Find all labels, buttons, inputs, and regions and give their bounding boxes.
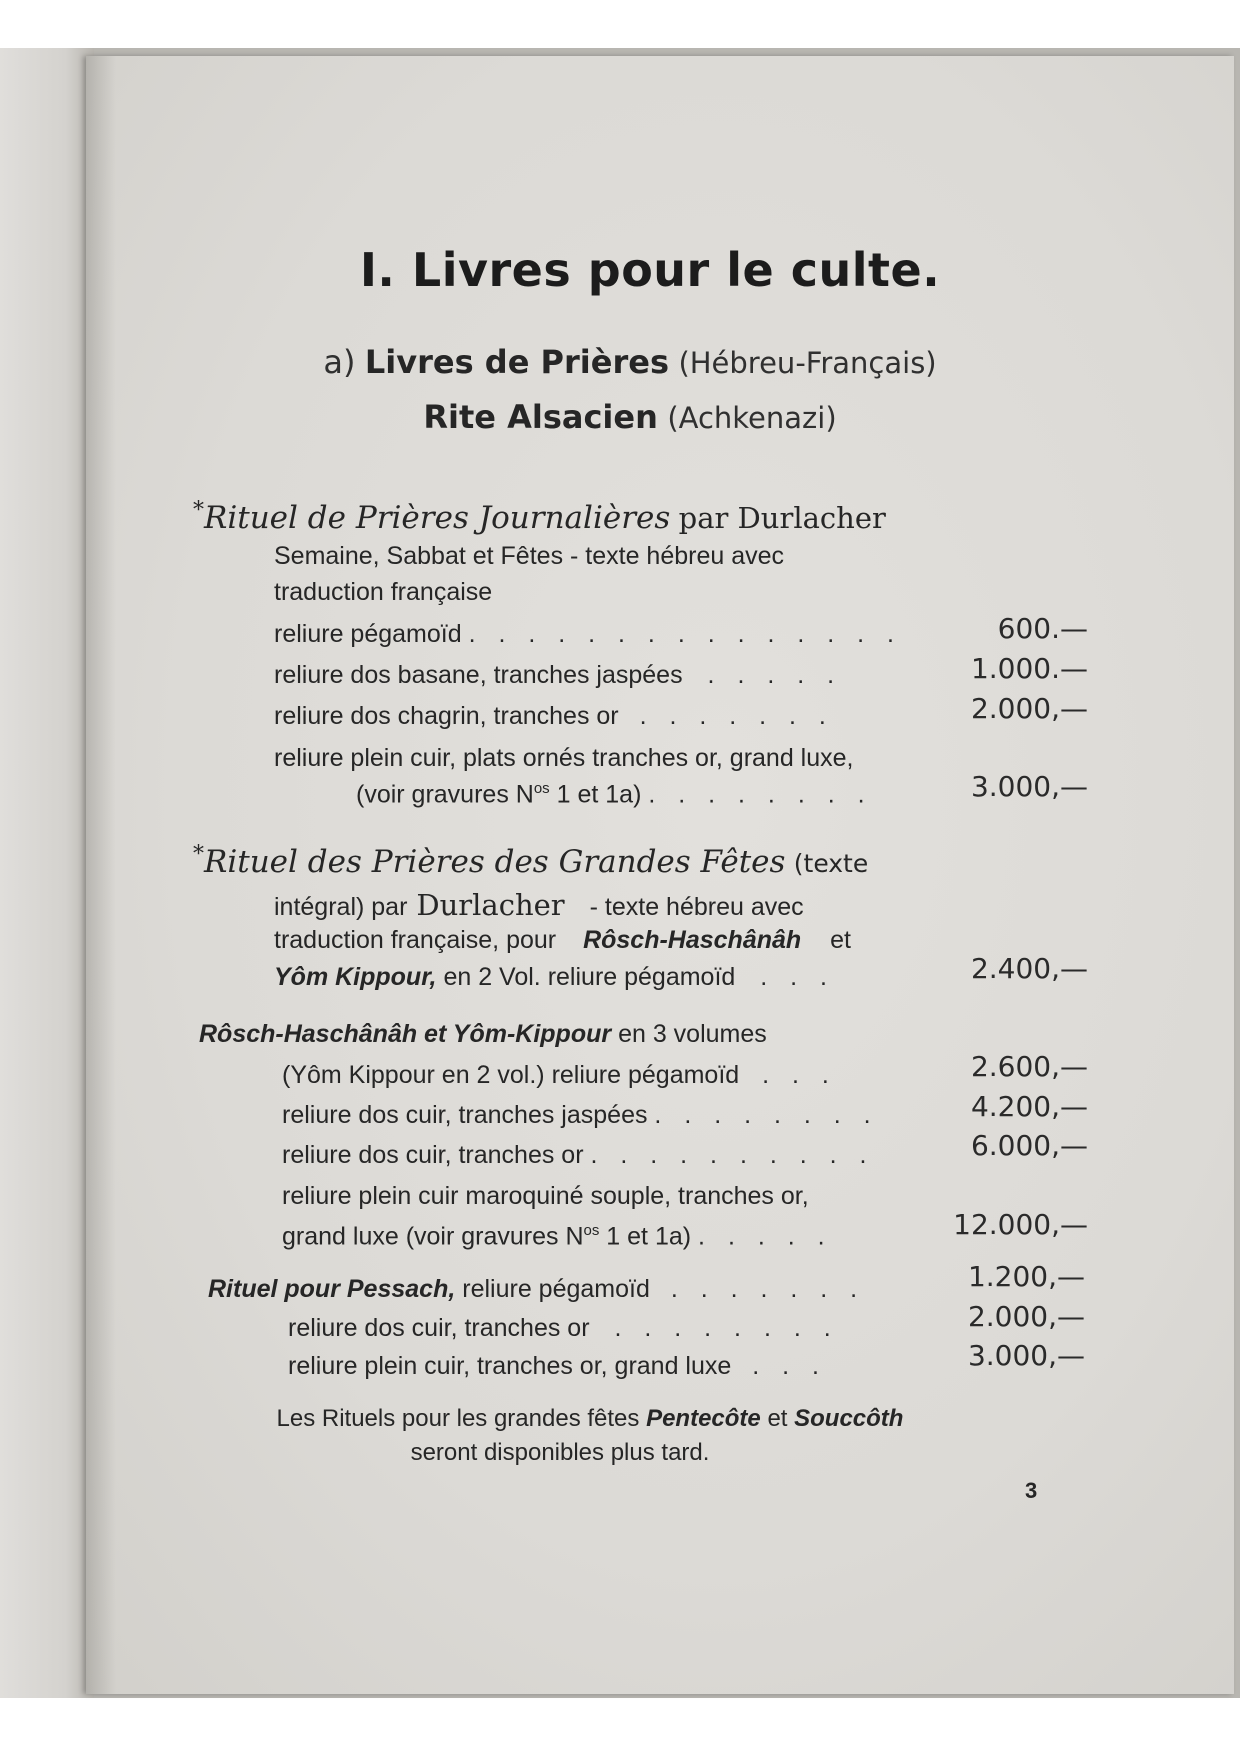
- entry3-title: Rôsch-Haschânâh et Yôm-Kippour: [199, 1020, 612, 1048]
- entry2-line4: [274, 963, 835, 992]
- leader-dots: . . . . . . . .: [648, 780, 873, 809]
- item-text: reliure pégamoïd: [274, 620, 462, 648]
- entry1-item5: [356, 780, 873, 809]
- rite-paren: (Achkenazi): [667, 401, 837, 435]
- asterisk-mark: *: [193, 842, 204, 867]
- rite-heading: [260, 398, 1000, 437]
- entry1-item2-price: 1.000.—: [970, 652, 1088, 685]
- item-text: (Yôm Kippour en 2 vol.) reliure pégamoïd: [282, 1061, 740, 1089]
- note-italic: Souccôth: [794, 1405, 904, 1432]
- entry3-heading: [199, 1020, 767, 1049]
- entry1-author: par Durlacher: [678, 501, 886, 535]
- leader-dots: . . . . . . . . . .: [590, 1141, 875, 1169]
- leader-dots: . . . . . . . .: [614, 1314, 839, 1342]
- item-text: reliure dos cuir, tranches or: [288, 1314, 590, 1342]
- asterisk-mark: *: [193, 498, 204, 523]
- text: intégral) par: [274, 893, 408, 921]
- entry4-title-price: 1.200,—: [967, 1260, 1085, 1293]
- note-text: Les Rituels pour les grandes fêtes: [276, 1405, 640, 1432]
- entry1-item2: [274, 661, 842, 690]
- section-title: I. Livres pour le culte.: [359, 243, 941, 297]
- item-text-after: 1 et 1a): [549, 780, 642, 809]
- entry4-item1: [288, 1314, 839, 1343]
- leader-dots: . . . . . . . . . . . . . . .: [468, 620, 903, 648]
- entry3-item5: [282, 1222, 833, 1251]
- entry2-price: 2.400,—: [970, 952, 1088, 985]
- rite-title: Rite Alsacien: [423, 398, 658, 436]
- entry4-title-after: reliure pégamoïd: [462, 1275, 650, 1303]
- item-text: reliure dos basane, tranches jaspées: [274, 661, 683, 689]
- note-line1: [190, 1405, 990, 1433]
- entry1-item5-price: 3.000,—: [970, 770, 1088, 803]
- item-text: reliure plein cuir, tranches or, grand luxe: [288, 1352, 732, 1380]
- entry1-item3: [274, 702, 834, 731]
- entry4-item1-price: 2.000,—: [967, 1300, 1085, 1333]
- leader-dots: . . .: [762, 1061, 837, 1089]
- leader-dots: . . . . . . . .: [654, 1101, 879, 1129]
- left-page-edge: [0, 48, 94, 1698]
- entry3-item2-price: 4.200,—: [970, 1090, 1088, 1123]
- entry1-item1-price: 600.—: [997, 612, 1088, 645]
- note-line2: seront disponibles plus tard.: [410, 1439, 710, 1466]
- text: et: [830, 926, 851, 954]
- leader-dots: . . . . . . .: [639, 702, 834, 730]
- leader-dots: . . .: [752, 1352, 827, 1380]
- subsection-letter: a): [323, 343, 356, 381]
- entry1-heading: [193, 498, 886, 536]
- entry4-item2-price: 3.000,—: [967, 1339, 1085, 1372]
- author: Durlacher: [416, 888, 565, 922]
- item-text: (voir gravures N: [356, 780, 534, 809]
- item-text: reliure dos cuir, tranches or: [282, 1141, 584, 1169]
- leader-dots: . . . . . . .: [670, 1275, 866, 1303]
- entry2-title: Rituel des Prières des Grandes Fêtes: [204, 844, 786, 880]
- entry1-title: Rituel de Prières Journalières: [204, 500, 671, 536]
- leader-dots: . . .: [760, 963, 835, 991]
- entry3-item3: [282, 1141, 874, 1170]
- leader-dots: . . . . .: [707, 661, 843, 689]
- entry2-line2: [274, 888, 804, 922]
- entry3-item2: [282, 1101, 879, 1130]
- page-number: 3: [1025, 1478, 1038, 1503]
- subsection-heading: [260, 343, 1000, 382]
- entry4-heading: [208, 1275, 865, 1304]
- item-text-after: 1 et 1a): [599, 1222, 692, 1251]
- entry2-heading: [193, 842, 868, 880]
- entry2-title-after: (texte: [793, 849, 869, 878]
- text: traduction française, pour: [274, 926, 557, 954]
- note-italic: Pentecôte: [646, 1405, 761, 1432]
- entry3-item5-price: 12.000,—: [953, 1208, 1088, 1241]
- entry3-item3-price: 6.000,—: [970, 1129, 1088, 1162]
- item-text: reliure dos cuir, tranches jaspées: [282, 1101, 648, 1129]
- italic-text: Rôsch-Haschânâh: [583, 926, 802, 954]
- entry1-item1: [274, 620, 902, 649]
- italic-text: Yôm Kippour,: [274, 963, 437, 991]
- text: en 2 Vol. reliure pégamoïd: [443, 963, 736, 991]
- entry1-desc1: Semaine, Sabbat et Fêtes - texte hébreu avec: [274, 542, 785, 570]
- entry2-line3: [274, 926, 851, 955]
- entry3-item1: [282, 1061, 837, 1090]
- entry3-title-after: en 3 volumes: [618, 1020, 767, 1048]
- entry1-desc2: traduction française: [274, 578, 493, 606]
- entry4-item2: [288, 1352, 827, 1381]
- entry1-item3-price: 2.000,—: [970, 692, 1088, 725]
- superscript: os: [583, 1222, 600, 1239]
- entry1-item4: reliure plein cuir, plats ornés tranches or, grand luxe,: [274, 744, 854, 772]
- text: - texte hébreu avec: [589, 893, 804, 921]
- subsection-paren: (Hébreu-Français): [678, 346, 937, 380]
- item-text: reliure dos chagrin, tranches or: [274, 702, 619, 730]
- note-text: et: [767, 1405, 788, 1432]
- entry4-title: Rituel pour Pessach,: [208, 1275, 456, 1303]
- subsection-title: Livres de Prières: [364, 343, 669, 381]
- leader-dots: . . . . .: [698, 1222, 833, 1251]
- entry3-item4: reliure plein cuir maroquiné souple, tranches or,: [282, 1182, 809, 1210]
- entry3-item1-price: 2.600,—: [970, 1050, 1088, 1083]
- superscript: os: [533, 780, 550, 797]
- item-text: grand luxe (voir gravures N: [282, 1222, 584, 1251]
